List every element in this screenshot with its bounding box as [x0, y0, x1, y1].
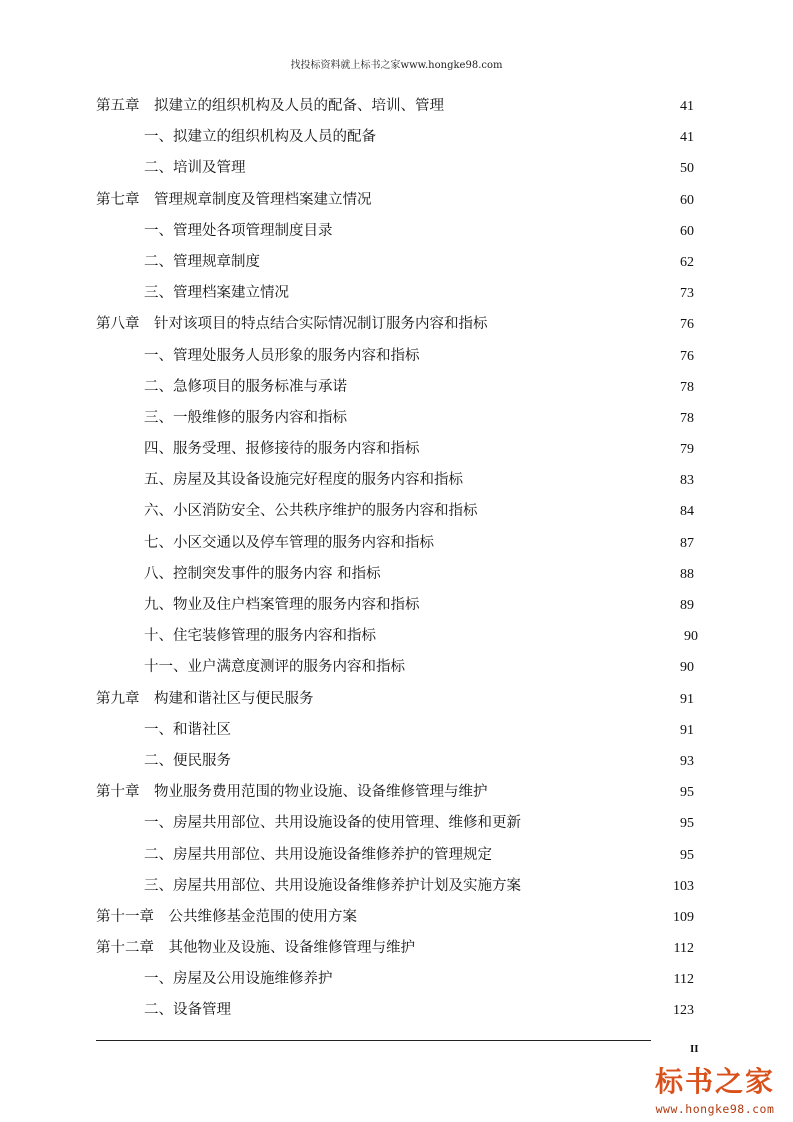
toc-entry-page: 87	[680, 535, 694, 551]
toc-entry-page: 76	[680, 348, 694, 364]
toc-entry-page: 91	[680, 691, 694, 707]
toc-entry-title: 十一、业户满意度测评的服务内容和指标	[144, 659, 405, 676]
toc-entry-title: 二、急修项目的服务标准与承诺	[144, 378, 347, 395]
toc-entry-page: 88	[680, 566, 694, 582]
toc-entry-title: 一、拟建立的组织机构及人员的配备	[144, 129, 376, 146]
toc-section-entry	[96, 621, 698, 652]
toc-entry-title: 第七章 管理规章制度及管理档案建立情况	[96, 191, 372, 208]
toc-entry-title: 九、物业及住户档案管理的服务内容和指标	[144, 597, 420, 613]
toc-entry-title: 一、房屋共用部位、共用设施设备的使用管理、维修和更新	[144, 815, 521, 832]
toc-section-entry	[96, 559, 694, 590]
toc-entry-page: 76	[680, 317, 694, 333]
toc-entry-page: 91	[680, 722, 694, 738]
toc-chapter-entry	[96, 684, 694, 715]
toc-entry-title: 一、管理处服务人员形象的服务内容和指标	[144, 347, 420, 364]
toc-entry-page: 90	[680, 660, 694, 676]
toc-entry-page: 112	[673, 972, 694, 988]
toc-entry-page: 41	[680, 130, 694, 146]
toc-section-entry	[96, 247, 694, 278]
toc-entry-page: 62	[680, 254, 694, 270]
toc-section-entry	[96, 995, 694, 1026]
toc-entry-title: 三、一般维修的服务内容和指标	[144, 409, 347, 426]
toc-entry-title: 七、小区交通以及停车管理的服务内容和指标	[144, 534, 434, 551]
toc-section-entry	[96, 871, 694, 902]
toc-entry-page: 84	[680, 504, 694, 520]
toc-section-entry	[96, 528, 694, 559]
footer-rule	[96, 1040, 651, 1041]
toc-chapter-entry	[96, 777, 694, 808]
page-header: 找投标资料就上标书之家www.hongke98.com	[290, 60, 503, 71]
toc-entry-title: 三、房屋共用部位、共用设施设备维修养护计划及实施方案	[144, 877, 521, 894]
toc-chapter-entry	[96, 91, 694, 122]
toc-entry-page: 95	[680, 847, 694, 863]
toc-entry-page: 73	[680, 286, 694, 302]
toc-section-entry	[96, 808, 694, 839]
toc-section-entry	[96, 715, 694, 746]
toc-entry-page: 89	[680, 598, 694, 613]
toc-entry-title: 二、房屋共用部位、共用设施设备维修养护的管理规定	[144, 846, 492, 863]
toc-chapter-entry	[96, 902, 694, 933]
toc-entry-page: 79	[680, 442, 694, 458]
toc-entry-title: 二、设备管理	[144, 1002, 231, 1019]
toc-entry-title: 十、住宅装修管理的服务内容和指标	[144, 628, 376, 645]
toc-entry-page: 112	[673, 941, 694, 957]
toc-entry-title: 第十二章 其他物业及设施、设备维修管理与维护	[96, 940, 415, 957]
toc-entry-title: 二、管理规章制度	[144, 253, 260, 270]
toc-section-entry	[96, 216, 694, 247]
toc-section-entry	[96, 496, 694, 527]
toc-entry-page: 60	[680, 223, 694, 239]
toc-entry-title: 六、小区消防安全、公共秩序维护的服务内容和指标	[144, 503, 478, 520]
toc-section-entry	[96, 122, 694, 153]
toc-entry-title: 二、便民服务	[144, 752, 231, 769]
toc-entry-page: 50	[680, 161, 694, 177]
toc-entry-page: 83	[680, 473, 694, 489]
toc-entry-page: 109	[673, 909, 694, 925]
toc-entry-page: 123	[673, 1003, 694, 1019]
toc-section-entry	[96, 465, 694, 496]
toc-entry-title: 一、管理处各项管理制度目录	[144, 222, 333, 239]
toc-section-entry	[96, 746, 694, 777]
toc-section-entry	[96, 652, 694, 683]
toc-entry-title: 第五章 拟建立的组织机构及人员的配备、培训、管理	[96, 98, 444, 114]
toc-chapter-entry	[96, 309, 694, 340]
watermark-logo-text: 标书之家	[654, 1065, 775, 1098]
table-of-contents	[96, 91, 698, 1027]
toc-entry-title: 五、房屋及其设备设施完好程度的服务内容和指标	[144, 472, 463, 489]
toc-entry-title: 八、控制突发事件的服务内容 和指标	[144, 565, 381, 582]
watermark-url: www.hongke98.com	[655, 1102, 775, 1116]
toc-entry-title: 四、服务受理、报修接待的服务内容和指标	[144, 441, 420, 458]
toc-entry-page: 95	[680, 816, 694, 832]
toc-section-entry	[96, 964, 694, 995]
toc-entry-page: 95	[680, 785, 694, 801]
toc-section-entry	[96, 590, 694, 621]
toc-entry-page: 78	[680, 410, 694, 426]
toc-entry-page: 41	[680, 99, 694, 114]
toc-entry-title: 二、培训及管理	[144, 160, 246, 177]
toc-section-entry	[96, 372, 694, 403]
toc-entry-page: 90	[684, 629, 698, 645]
toc-entry-page: 78	[680, 379, 694, 395]
toc-section-entry	[96, 153, 694, 184]
toc-entry-page: 103	[673, 878, 694, 894]
toc-entry-title: 三、管理档案建立情况	[144, 285, 289, 302]
toc-section-entry	[96, 403, 694, 434]
toc-chapter-entry	[96, 933, 694, 964]
toc-entry-title: 一、房屋及公用设施维修养护	[144, 971, 333, 988]
toc-section-entry	[96, 840, 694, 871]
toc-entry-title: 第九章 构建和谐社区与便民服务	[96, 690, 314, 707]
toc-section-entry	[96, 434, 694, 465]
toc-chapter-entry	[96, 185, 694, 216]
toc-entry-title: 第八章 针对该项目的特点结合实际情况制订服务内容和指标	[96, 316, 488, 333]
page-number: II	[690, 1043, 699, 1055]
watermark-logo	[640, 1060, 790, 1116]
toc-entry-title: 一、和谐社区	[144, 721, 231, 738]
toc-entry-page: 60	[680, 192, 694, 208]
toc-entry-page: 93	[680, 753, 694, 769]
toc-entry-title: 第十章 物业服务费用范围的物业设施、设备维修管理与维护	[96, 784, 488, 801]
toc-entry-title: 第十一章 公共维修基金范围的使用方案	[96, 908, 357, 925]
toc-section-entry	[96, 341, 694, 372]
toc-section-entry	[96, 278, 694, 309]
